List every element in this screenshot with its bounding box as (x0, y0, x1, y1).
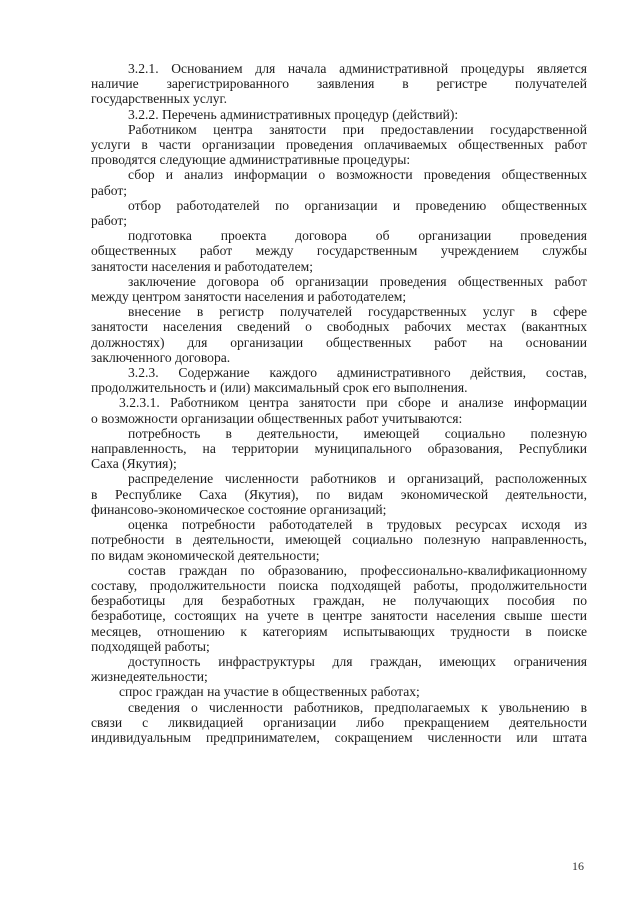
text-line: продолжительность и (или) максимальный срок его выполнения. (91, 380, 468, 396)
text-line: 3.2.3.1. Работником центра занятости при сборе и анализе информации (119, 395, 587, 411)
text-line: 3.2.2. Перечень административных процедур (действий): (128, 106, 459, 122)
text-line: 3.2.1. Основанием для начала административной процедуры является (128, 61, 587, 76)
text-line: работ; (91, 182, 128, 198)
text-line: жизнедеятельности; (91, 669, 208, 685)
text-line: сведения о численности работников, предполагаемых к увольнению в (128, 699, 587, 715)
text-line: Саха (Якутия); (91, 456, 177, 472)
text-line: в Республике Саха (Якутия), по видам экономической деятельности, (91, 486, 587, 502)
text-line: направленность, на территории муниципального образования, Республики (91, 441, 587, 457)
text-line: сбор и анализ информации о возможности проведения общественных (128, 167, 587, 183)
text-line: подходящей работы; (91, 638, 210, 654)
text-line: связи с ликвидацией организации либо прекращением деятельности (91, 714, 587, 730)
text-line: заключение договора об организации проведения общественных работ (128, 273, 587, 289)
text-line: наличие зарегистрированного заявления в регистре получателей (91, 76, 587, 92)
text-line: составу, продолжительности поиска подходящей работы, продолжительности (91, 577, 587, 593)
text-line: занятости населения и работодателем; (91, 258, 314, 274)
text-line: безработице, состоящих на учете в центре занятости населения свыше шести (91, 608, 587, 624)
text-line: отбор работодателей по организации и проведению общественных (128, 197, 587, 213)
text-line: государственных услуг. (91, 91, 227, 107)
text-line: подготовка проекта договора об организации проведения (128, 228, 587, 244)
text-line: доступность инфраструктуры для граждан, имеющих ограничения (128, 653, 587, 669)
text-line: финансово-экономическое состояние организаций; (91, 501, 387, 517)
text-line: месяцев, отношению к категориям испытывающих трудности в поиске (91, 623, 587, 639)
text-line: внесение в регистр получателей государственных услуг в сфере (128, 304, 587, 320)
text-line: услуги в части организации проведения оплачиваемых общественных работ (91, 137, 587, 153)
text-line: о возможности организации общественных работ учитываются: (91, 410, 463, 426)
text-line: безработицы для безработных граждан, не получающих пособия по (91, 593, 587, 609)
text-line: спрос граждан на участие в общественных работах; (119, 684, 420, 700)
text-line: оценка потребности работодателей в трудовых ресурсах исходя из (128, 517, 587, 533)
text-line: индивидуальным предпринимателем, сокращением численности или штата (91, 729, 587, 745)
document-body (91, 61, 587, 745)
text-line: потребность в деятельности, имеющей социально полезную (128, 425, 587, 441)
text-line: проводятся следующие административные процедуры: (91, 152, 411, 168)
text-line: заключенного договора. (91, 349, 231, 365)
text-line: 3.2.3. Содержание каждого административного действия, состав, (128, 365, 587, 381)
text-line: должностях) для организации общественных работ на основании (91, 334, 587, 350)
text-line: работ; (91, 213, 128, 229)
text-line: между центром занятости населения и работодателем; (91, 289, 407, 305)
page-number: 16 (572, 859, 584, 873)
text-line: распределение численности работников и организаций, расположенных (128, 471, 587, 487)
text-line: занятости населения сведений о свободных рабочих местах (вакантных (91, 319, 587, 335)
text-line: по видам экономической деятельности; (91, 547, 320, 563)
text-line: состав граждан по образованию, профессионально-квалификационному (128, 562, 587, 578)
text-line: Работником центра занятости при предоставлении государственной (128, 121, 587, 137)
text-line: общественных работ между государственным учреждением службы (91, 243, 587, 259)
text-line: потребности в деятельности, имеющей социально полезную направленность, (91, 532, 587, 548)
